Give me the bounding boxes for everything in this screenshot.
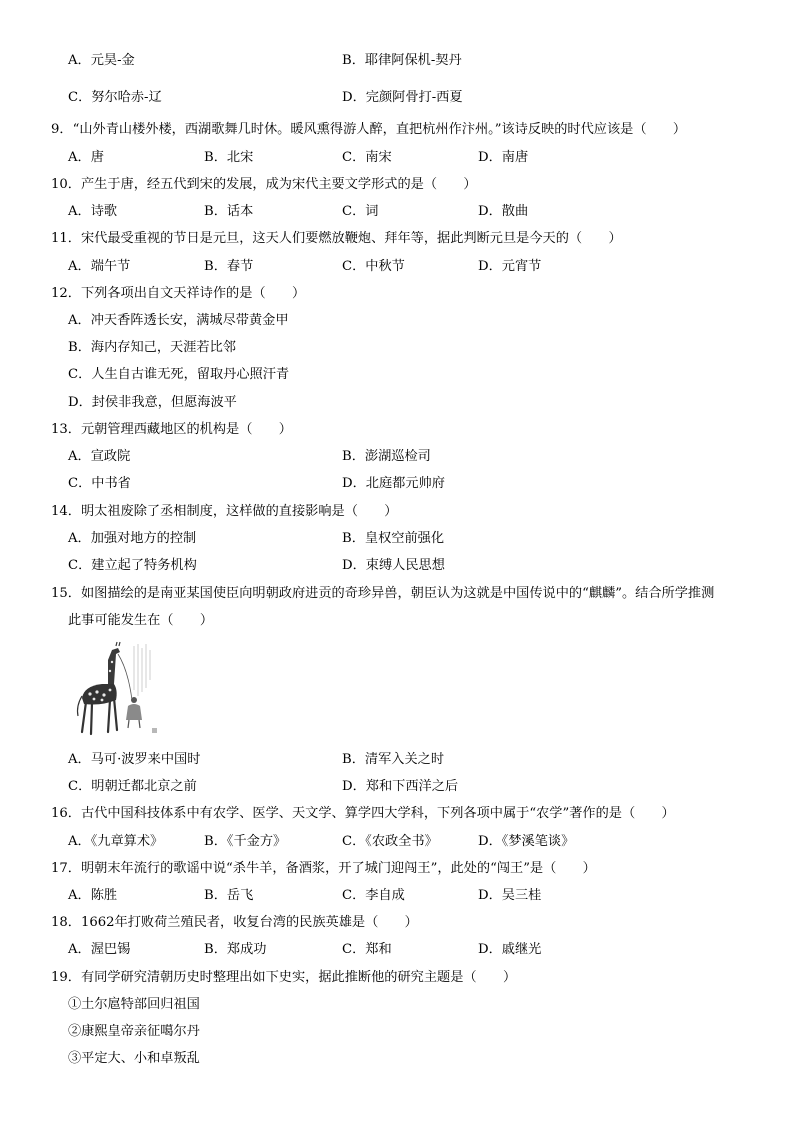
q12-option-d: D．封侯非我意，但愿海波平	[68, 395, 237, 410]
q9-option-d: D．南唐	[478, 150, 529, 165]
q17-option-a: A．陈胜	[68, 888, 118, 903]
q12-option-a: A．冲天香阵透长安，满城尽带黄金甲	[68, 313, 289, 328]
q8-option-b: B．耶律阿保机-契丹	[342, 53, 462, 68]
q11-option-c: C．中秋节	[342, 259, 405, 274]
q16-option-b: B．《千金方》	[204, 834, 287, 849]
q11-option-a: A．端午节	[68, 259, 131, 274]
q18-option-b: B．郑成功	[204, 942, 267, 957]
q13-option-a: A．宣政院	[68, 449, 131, 464]
q13-option-c: C．中书省	[68, 476, 131, 491]
q16-option-c: C．《农政全书》	[342, 834, 438, 849]
q19-fact-1: ①土尔扈特部回归祖国	[68, 997, 200, 1012]
q8-option-c: C．努尔哈赤-辽	[68, 90, 162, 105]
q10-option-a: A．诗歌	[68, 204, 118, 219]
q15-option-c: C．明朝迁都北京之前	[68, 779, 197, 794]
q8-option-a: A．元昊-金	[68, 53, 135, 68]
q10-option-c: C．词	[342, 204, 379, 219]
q10-stem: 10．产生于唐，经五代到宋的发展，成为宋代主要文学形式的是（ ）	[51, 177, 477, 192]
q13-option-d: D．北庭都元帅府	[342, 476, 445, 491]
q14-option-b: B．皇权空前强化	[342, 531, 445, 546]
q18-option-c: C．郑和	[342, 942, 392, 957]
q18-stem: 18．1662年打败荷兰殖民者，收复台湾的民族英雄是（ ）	[51, 915, 418, 930]
q10-option-d: D．散曲	[478, 204, 529, 219]
q19-fact-3: ③平定大、小和卓叛乱	[68, 1051, 200, 1066]
q14-option-c: C．建立起了特务机构	[68, 558, 197, 573]
q14-stem: 14．明太祖废除了丞相制度，这样做的直接影响是（ ）	[51, 504, 398, 519]
q18-option-d: D．戚继光	[478, 942, 542, 957]
q15-stem-line2: 此事可能发生在（ ）	[68, 613, 214, 628]
q18-option-a: A．渥巴锡	[68, 942, 131, 957]
q15-stem-line1: 15．如图描绘的是南亚某国使臣向明朝政府进贡的奇珍异兽，朝臣认为这就是中国传说中的“麒麟”。结合所学推测	[51, 586, 715, 601]
q10-option-b: B．话本	[204, 204, 254, 219]
q15-option-b: B．清军入关之时	[342, 752, 445, 767]
q13-option-b: B．澎湖巡检司	[342, 449, 431, 464]
q16-stem: 16．古代中国科技体系中有农学、医学、天文学、算学四大学科，下列各项中属于“农学”著作的是（ ）	[51, 806, 675, 821]
q17-option-d: D．吴三桂	[478, 888, 542, 903]
q9-option-a: A．唐	[68, 150, 104, 165]
giraffe-tribute-painting	[72, 640, 162, 740]
q12-option-b: B．海内存知己，天涯若比邻	[68, 340, 236, 355]
q16-option-a: A．《九章算术》	[68, 834, 164, 849]
q15-option-d: D．郑和下西洋之后	[342, 779, 459, 794]
q11-stem: 11．宋代最受重视的节日是元旦，这天人们要燃放鞭炮、拜年等，据此判断元旦是今天的（ ）	[51, 231, 622, 246]
q19-fact-2: ②康熙皇帝亲征噶尔丹	[68, 1024, 200, 1039]
q9-option-b: B．北宋	[204, 150, 254, 165]
q9-stem: 9．“山外青山楼外楼，西湖歌舞几时休。暖风熏得游人醉，直把杭州作汴州。”该诗反映的时代应该是（ ）	[51, 122, 687, 137]
q12-stem: 12．下列各项出自文天祥诗作的是（ ）	[51, 286, 306, 301]
q13-stem: 13．元朝管理西藏地区的机构是（ ）	[51, 422, 292, 437]
q19-stem: 19．有同学研究清朝历史时整理出如下史实，据此推断他的研究主题是（ ）	[51, 970, 517, 985]
q11-option-d: D．元宵节	[478, 259, 542, 274]
q17-option-b: B．岳飞	[204, 888, 254, 903]
q14-option-a: A．加强对地方的控制	[68, 531, 197, 546]
q15-option-a: A．马可·波罗来中国时	[68, 752, 201, 767]
q14-option-d: D．束缚人民思想	[342, 558, 445, 573]
q16-option-d: D．《梦溪笔谈》	[478, 834, 575, 849]
q9-option-c: C．南宋	[342, 150, 392, 165]
q17-stem: 17．明朝末年流行的歌谣中说“杀牛羊，备酒浆，开了城门迎闯王”，此处的“闯王”是（ ）	[51, 861, 596, 876]
q17-option-c: C．李自成	[342, 888, 405, 903]
q12-option-c: C．人生自古谁无死，留取丹心照汗青	[68, 367, 290, 382]
q8-option-d: D．完颜阿骨打-西夏	[342, 90, 463, 105]
q11-option-b: B．春节	[204, 259, 254, 274]
